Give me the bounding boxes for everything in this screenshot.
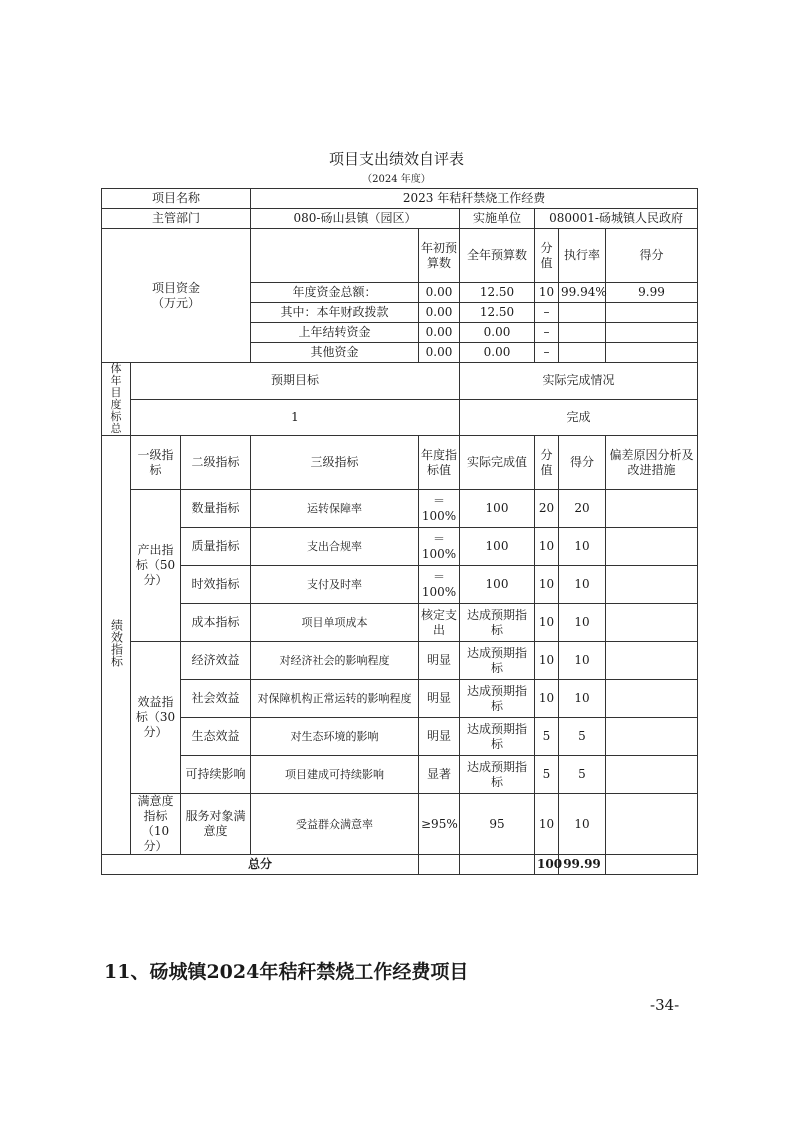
actual-cell: 达成预期指标 [460, 642, 535, 680]
funds-row-score-value: – [535, 323, 559, 343]
deviation-cell [606, 490, 698, 528]
level3-cell: 受益群众满意率 [251, 794, 419, 855]
indicator-row [102, 718, 698, 756]
score-cell: 20 [559, 490, 606, 528]
level2-cell: 质量指标 [181, 528, 251, 566]
section-heading: 11、砀城镇2024年秸秆禁烧工作经费项目 [104, 961, 469, 983]
target-cell: 核定支出 [419, 604, 460, 642]
score-cell: 5 [559, 756, 606, 794]
target-cell: 明显 [419, 718, 460, 756]
target-cell: ＝100% [419, 490, 460, 528]
level1-output: 产出指标（50分） [131, 490, 181, 642]
deviation-cell [606, 642, 698, 680]
level2-cell: 生态效益 [181, 718, 251, 756]
deviation-cell [606, 566, 698, 604]
funds-row-full: 0.00 [460, 323, 535, 343]
indicator-header-row [102, 436, 698, 490]
actual-cell: 达成预期指标 [460, 756, 535, 794]
score-value-cell: 5 [535, 718, 559, 756]
deviation-cell [606, 756, 698, 794]
funds-row-full: 0.00 [460, 343, 535, 363]
performance-table [101, 188, 698, 875]
target-cell: ＝100% [419, 528, 460, 566]
funds-header-blank [251, 229, 419, 283]
level3-cell: 运转保障率 [251, 490, 419, 528]
level2-cell: 经济效益 [181, 642, 251, 680]
level1-benefit: 效益指标（30分） [131, 642, 181, 794]
actual-cell: 100 [460, 528, 535, 566]
header-score: 得分 [559, 436, 606, 490]
total-blank-deviation [606, 855, 698, 875]
indicator-row [102, 604, 698, 642]
header-target: 年度指标值 [419, 436, 460, 490]
score-value-cell: 20 [535, 490, 559, 528]
expected-goal-value: 1 [131, 399, 460, 436]
actual-cell: 达成预期指标 [460, 604, 535, 642]
level2-cell: 成本指标 [181, 604, 251, 642]
level3-cell: 项目建成可持续影响 [251, 756, 419, 794]
target-cell: ≥95% [419, 794, 460, 855]
funds-row-score: 9.99 [606, 283, 698, 303]
score-cell: 10 [559, 642, 606, 680]
funds-row-rate [559, 303, 606, 323]
header-actual: 实际完成值 [460, 436, 535, 490]
unit-label: 实施单位 [460, 209, 535, 229]
level3-cell: 项目单项成本 [251, 604, 419, 642]
funds-row-score [606, 343, 698, 363]
level2-cell: 可持续影响 [181, 756, 251, 794]
score-value-cell: 10 [535, 642, 559, 680]
funds-row-rate [559, 323, 606, 343]
level3-cell: 支出合规率 [251, 528, 419, 566]
header-level2: 二级指标 [181, 436, 251, 490]
funds-row-label: 年度资金总额： [251, 283, 419, 303]
score-value-cell: 10 [535, 566, 559, 604]
page-number: -34- [650, 996, 680, 1014]
deviation-cell [606, 528, 698, 566]
funds-row-score-value: 10 [535, 283, 559, 303]
overall-goal-value-row [102, 399, 698, 436]
funds-header-row [102, 229, 698, 283]
header-level1: 一级指标 [131, 436, 181, 490]
funds-row-full: 12.50 [460, 283, 535, 303]
level3-cell: 对生态环境的影响 [251, 718, 419, 756]
indicator-row [102, 642, 698, 680]
score-cell: 10 [559, 680, 606, 718]
indicator-row [102, 566, 698, 604]
col-initial-budget: 年初预算数 [419, 229, 460, 283]
funds-row-rate: 99.94% [559, 283, 606, 303]
target-cell: ＝100% [419, 566, 460, 604]
deviation-cell [606, 718, 698, 756]
col-full-budget: 全年预算数 [460, 229, 535, 283]
col-score: 得分 [606, 229, 698, 283]
funds-row-score-value: – [535, 303, 559, 323]
target-cell: 显著 [419, 756, 460, 794]
expected-goal-label: 预期目标 [131, 363, 460, 400]
score-value-cell: 5 [535, 756, 559, 794]
target-cell: 明显 [419, 680, 460, 718]
col-score-value: 分值 [535, 229, 559, 283]
score-cell: 10 [559, 794, 606, 855]
funds-row-label: 其他资金 [251, 343, 419, 363]
funds-row-initial: 0.00 [419, 303, 460, 323]
score-value-cell: 10 [535, 604, 559, 642]
level3-cell: 支付及时率 [251, 566, 419, 604]
funds-row-score [606, 323, 698, 343]
total-blank-actual [460, 855, 535, 875]
actual-completion-label: 实际完成情况 [460, 363, 698, 400]
score-value-cell: 10 [535, 794, 559, 855]
page-subtitle: （2024 年度） [362, 174, 431, 185]
actual-cell: 达成预期指标 [460, 680, 535, 718]
level3-cell: 对保障机构正常运转的影响程度 [251, 680, 419, 718]
indicator-row [102, 756, 698, 794]
actual-cell: 达成预期指标 [460, 718, 535, 756]
actual-cell: 95 [460, 794, 535, 855]
level2-cell: 服务对象满意度 [181, 794, 251, 855]
header-score-value: 分值 [535, 436, 559, 490]
level1-satisfaction: 满意度指标（10分） [131, 794, 181, 855]
project-name-label: 项目名称 [102, 189, 251, 209]
dept-label: 主管部门 [102, 209, 251, 229]
score-cell: 10 [559, 604, 606, 642]
total-blank-target [419, 855, 460, 875]
level2-cell: 数量指标 [181, 490, 251, 528]
deviation-cell [606, 680, 698, 718]
deviation-cell [606, 604, 698, 642]
funds-row-full: 12.50 [460, 303, 535, 323]
total-label: 总分 [102, 855, 419, 875]
page-title: 项目支出绩效自评表 [328, 150, 464, 168]
funds-row-initial: 0.00 [419, 343, 460, 363]
dept-row [102, 209, 698, 229]
level2-cell: 社会效益 [181, 680, 251, 718]
actual-cell: 100 [460, 566, 535, 604]
funds-row-label: 上年结转资金 [251, 323, 419, 343]
score-value-cell: 10 [535, 680, 559, 718]
target-cell: 明显 [419, 642, 460, 680]
overall-goal-side-label: 体 年 目 度 标 总 [102, 363, 131, 436]
header-deviation: 偏差原因分析及改进措施 [606, 436, 698, 490]
overall-goal-header-row [102, 363, 698, 400]
indicator-row [102, 794, 698, 855]
project-name-row [102, 189, 698, 209]
funds-row-rate [559, 343, 606, 363]
funds-row-score [606, 303, 698, 323]
total-score: 99.99 [559, 855, 606, 875]
level2-cell: 时效指标 [181, 566, 251, 604]
header-level3: 三级指标 [251, 436, 419, 490]
dept-value: 080-砀山县镇（园区） [251, 209, 460, 229]
total-row [102, 855, 698, 875]
funds-row-initial: 0.00 [419, 283, 460, 303]
total-score-value: 100 [535, 855, 559, 875]
score-cell: 10 [559, 528, 606, 566]
funds-row-initial: 0.00 [419, 323, 460, 343]
funds-label: 项目资金 （万元） [102, 229, 251, 363]
indicator-row [102, 680, 698, 718]
score-value-cell: 10 [535, 528, 559, 566]
funds-row-label: 其中：本年财政拨款 [251, 303, 419, 323]
actual-completion-value: 完成 [460, 399, 698, 436]
actual-cell: 100 [460, 490, 535, 528]
project-name-value: 2023 年秸秆禁烧工作经费 [251, 189, 698, 209]
score-cell: 10 [559, 566, 606, 604]
score-cell: 5 [559, 718, 606, 756]
unit-value: 080001-砀城镇人民政府 [535, 209, 698, 229]
level3-cell: 对经济社会的影响程度 [251, 642, 419, 680]
deviation-cell [606, 794, 698, 855]
indicators-side-label [102, 436, 131, 855]
col-exec-rate: 执行率 [559, 229, 606, 283]
indicator-row [102, 490, 698, 528]
indicators-side-text: 绩效指标 [109, 619, 124, 667]
funds-row-score-value: – [535, 343, 559, 363]
indicator-row [102, 528, 698, 566]
